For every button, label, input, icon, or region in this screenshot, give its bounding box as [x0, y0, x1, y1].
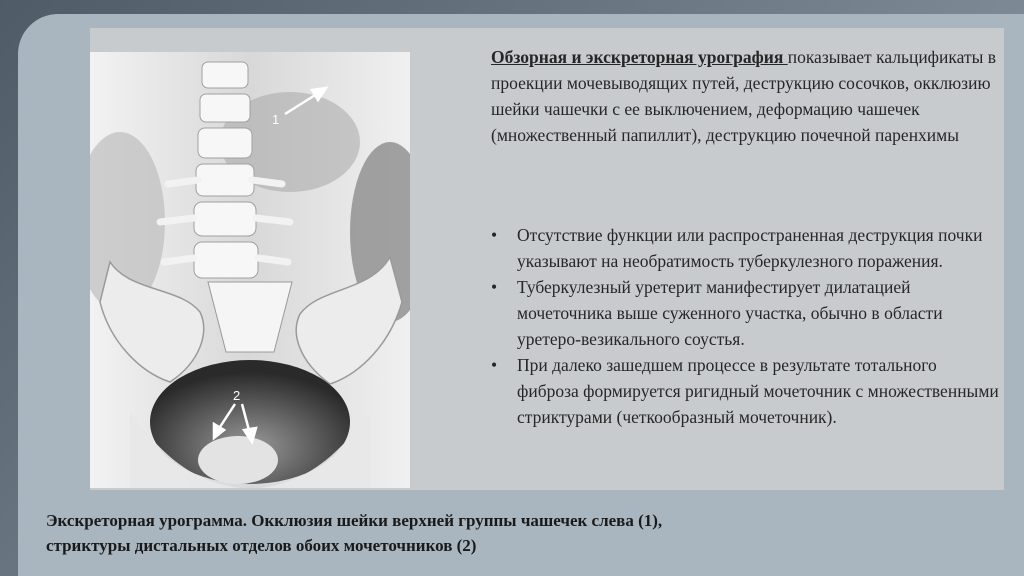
- caption-line-2: стриктуры дистальных отделов обоих мочеточников (2): [46, 536, 477, 555]
- xray-label-2: 2: [233, 388, 241, 403]
- bladder: [198, 436, 278, 484]
- xray-label-1: 1: [272, 112, 280, 127]
- bullet-icon: •: [491, 277, 498, 297]
- caption-line-1: Экскреторная урограмма. Окклюзия шейки верхней группы чашечек слева (1),: [46, 511, 663, 530]
- list-item: [491, 352, 1001, 430]
- bullet-text: Туберкулезный уретерит манифестирует дилатацией мочеточника выше суженного участка, обычно в области уретеро-везикального соустья.: [517, 277, 943, 349]
- bullet-icon: •: [491, 355, 498, 375]
- intro-term: Обзорная и экскреторная урография: [491, 47, 788, 67]
- intro-text: показывает кальцификаты в проекции мочевыводящих путей, деструкцию сосочков, окклюзию шейки чашечки с ее выключением, деформацию чашечек (множественный папиллит), деструкцию почечной паренхимы: [491, 47, 996, 145]
- list-item: [491, 222, 1001, 274]
- intro-paragraph: [491, 44, 1001, 148]
- xray-image: [90, 52, 410, 488]
- bullet-text: Отсутствие функции или распространенная деструкция почки указывают на необратимость туберкулезного поражения.: [517, 225, 983, 271]
- bullet-list: [491, 222, 1001, 430]
- list-item: [491, 274, 1001, 352]
- bullet-text: При далеко зашедшем процессе в результате тотального фиброза формируется ригидный мочеточник с множественными стриктурами (четкообразный мочеточник).: [517, 355, 999, 427]
- figure-caption: [46, 508, 946, 558]
- bullet-icon: •: [491, 225, 498, 245]
